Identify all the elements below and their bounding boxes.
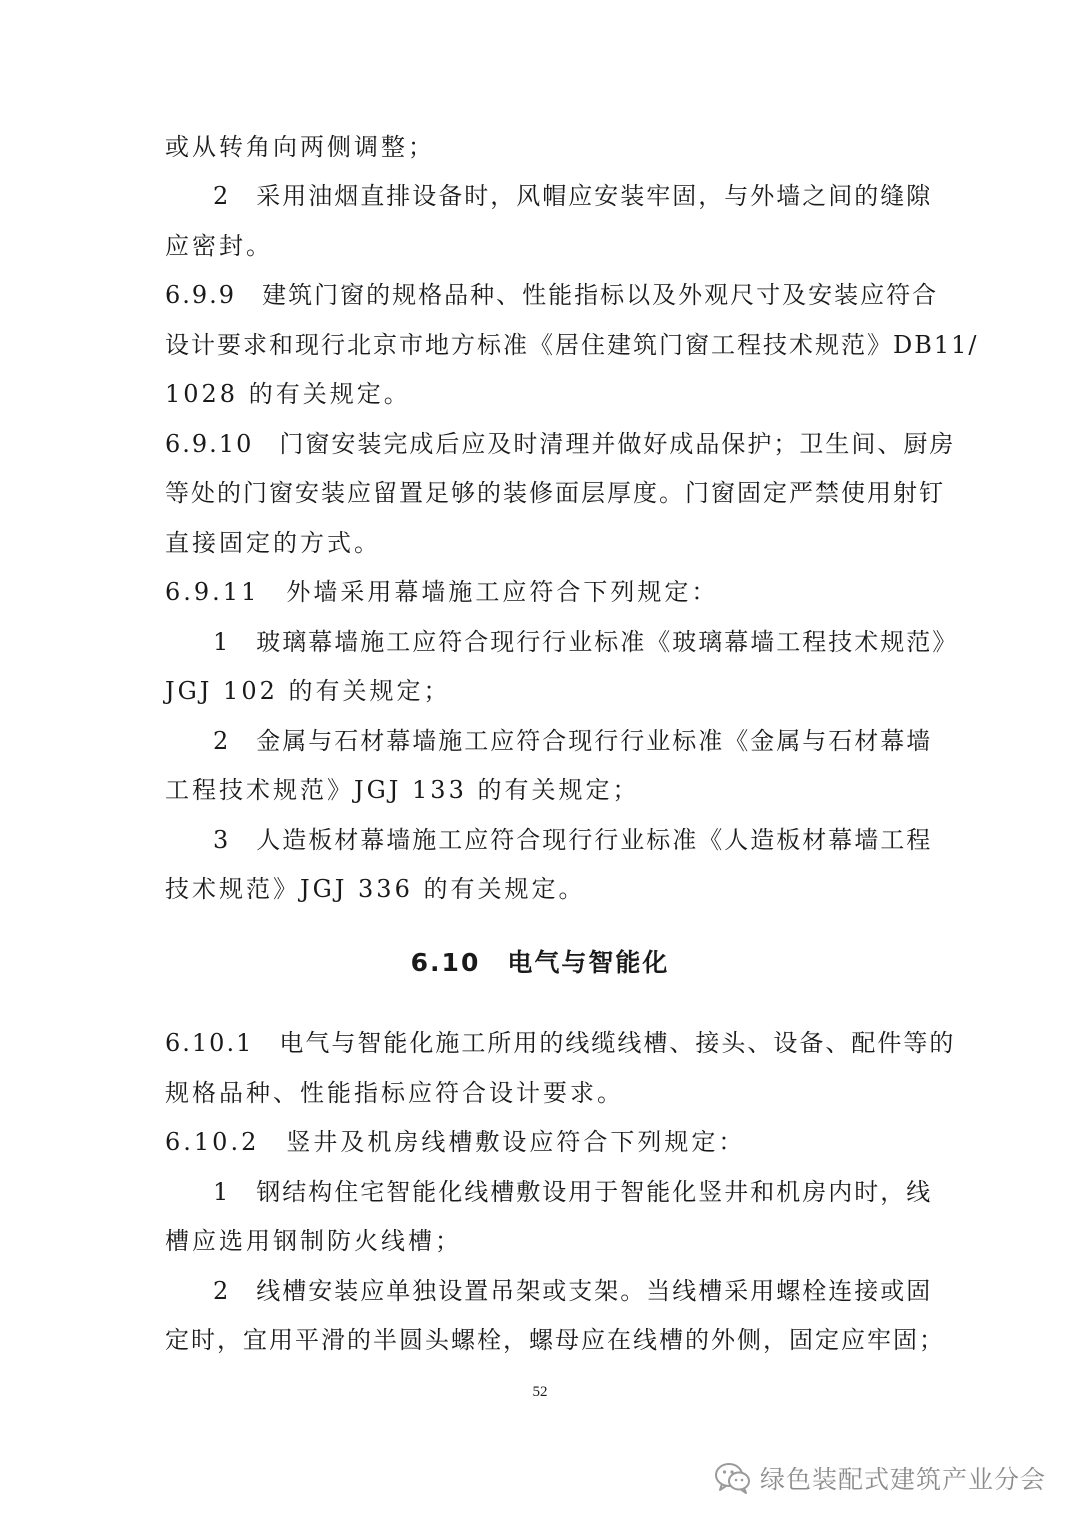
footer-watermark — [714, 1458, 1046, 1498]
text-line: 规格品种、性能指标应符合设计要求。 — [165, 1079, 624, 1107]
text-line: 或从转角向两侧调整； — [165, 133, 435, 161]
clause-6-10-2: 6.10.2 竖井及机房线槽敷设应符合下列规定： — [165, 1128, 746, 1156]
text-line: 直接固定的方式。 — [165, 529, 381, 557]
text-line: 2 线槽安装应单独设置吊架或支架。当线槽采用螺栓连接或固 — [213, 1277, 933, 1305]
clause-6-9-11: 6.9.11 外墙采用幕墙施工应符合下列规定： — [165, 578, 719, 606]
footer-account-name: 绿色装配式建筑产业分会 — [759, 1465, 1046, 1494]
text-line: JGJ 102 的有关规定； — [165, 677, 451, 705]
clause-6-9-9: 6.9.9 建筑门窗的规格品种、性能指标以及外观尺寸及安装应符合 — [165, 281, 939, 309]
text-line: 工程技术规范》JGJ 133 的有关规定； — [165, 776, 640, 804]
page-number: 52 — [532, 1384, 548, 1400]
text-line: 1 钢结构住宅智能化线槽敷设用于智能化竖井和机房内时，线 — [213, 1178, 933, 1206]
text-line: 设计要求和现行北京市地方标准《居住建筑门窗工程技术规范》DB11/ — [165, 331, 979, 359]
text-line: 应密封。 — [165, 232, 273, 260]
text-line: 等处的门窗安装应留置足够的装修面层厚度。门窗固定严禁使用射钉 — [165, 479, 945, 507]
wechat-icon — [714, 1461, 752, 1495]
clause-6-10-1: 6.10.1 电气与智能化施工所用的线缆线槽、接头、设备、配件等的 — [165, 1029, 956, 1057]
clause-6-9-10: 6.9.10 门窗安装完成后应及时清理并做好成品保护；卫生间、厨房 — [165, 430, 956, 458]
text-line: 定时，宜用平滑的半圆头螺栓，螺母应在线槽的外侧，固定应牢固； — [165, 1326, 945, 1354]
text-line: 槽应选用钢制防火线槽； — [165, 1227, 462, 1255]
text-line: 2 采用油烟直排设备时，风帽应安装牢固，与外墙之间的缝隙 — [213, 182, 933, 210]
section-heading: 6.10 电气与智能化 — [410, 948, 670, 977]
text-line: 1028 的有关规定。 — [165, 380, 411, 408]
text-line: 技术规范》JGJ 336 的有关规定。 — [165, 875, 586, 903]
text-line: 1 玻璃幕墙施工应符合现行行业标准《玻璃幕墙工程技术规范》 — [213, 628, 959, 656]
text-line: 3 人造板材幕墙施工应符合现行行业标准《人造板材幕墙工程 — [213, 826, 933, 854]
text-line: 2 金属与石材幕墙施工应符合现行行业标准《金属与石材幕墙 — [213, 727, 933, 755]
